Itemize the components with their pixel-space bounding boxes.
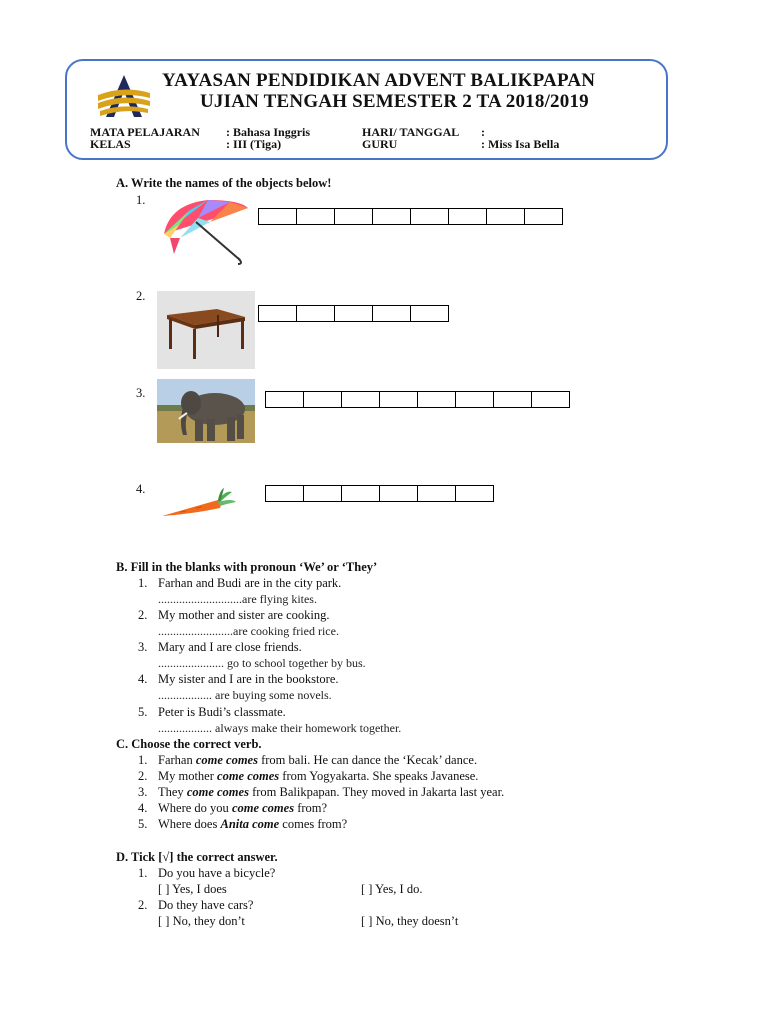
item-number: 4. <box>138 801 148 815</box>
sentence-rest: are flying kites. <box>242 592 317 606</box>
item-number: 4. <box>138 672 148 686</box>
item-number: 1. <box>136 193 146 207</box>
letter-box[interactable] <box>265 485 304 502</box>
blank-line[interactable] <box>158 656 366 671</box>
exam-title: UJIAN TENGAH SEMESTER 2 TA 2018/2019 <box>200 91 589 112</box>
umbrella-icon <box>160 198 252 266</box>
question-end: from Yogyakarta. She speaks Javanese. <box>279 769 479 783</box>
sentence-rest: are cooking fried rice. <box>233 624 339 638</box>
letter-box[interactable] <box>258 208 297 225</box>
sentence: Peter is Budi’s classmate. <box>158 705 286 719</box>
letter-box[interactable] <box>265 391 304 408</box>
item-number: 2. <box>136 289 146 303</box>
blank[interactable]: .................. <box>158 688 212 702</box>
tick-option-b[interactable]: [ ] No, they doesn’t <box>361 914 459 928</box>
section-a-title: A. Write the names of the objects below! <box>116 176 332 190</box>
sentence: Farhan and Budi are in the city park. <box>158 576 342 590</box>
letter-box[interactable] <box>493 391 532 408</box>
answer-boxes-4[interactable] <box>265 485 494 502</box>
table-icon <box>157 291 255 369</box>
item-number: 5. <box>138 705 148 719</box>
question-start: Where do you <box>158 801 232 815</box>
item-number: 5. <box>138 817 148 831</box>
letter-box[interactable] <box>334 305 373 322</box>
day-value: : <box>481 125 485 139</box>
blank-line[interactable] <box>158 688 332 703</box>
item-number: 1. <box>138 753 148 767</box>
school-name: YAYASAN PENDIDIKAN ADVENT BALIKPAPAN <box>162 70 596 91</box>
blank[interactable]: ...................... <box>158 656 224 670</box>
teacher-label: GURU <box>362 137 398 151</box>
class-label: KELAS <box>90 137 131 151</box>
letter-box[interactable] <box>486 208 525 225</box>
verb-question <box>158 801 327 816</box>
item-number: 4. <box>136 482 146 496</box>
item-number: 1. <box>138 576 148 590</box>
verb-question <box>158 753 477 768</box>
letter-box[interactable] <box>296 305 335 322</box>
tick-option-a[interactable]: [ ] No, they don’t <box>158 914 245 928</box>
sentence: My mother and sister are cooking. <box>158 608 330 622</box>
letter-box[interactable] <box>341 391 380 408</box>
answer-boxes-3[interactable] <box>265 391 570 408</box>
letter-box[interactable] <box>296 208 335 225</box>
letter-box[interactable] <box>372 305 411 322</box>
item-number: 3. <box>138 785 148 799</box>
blank[interactable]: .................. <box>158 721 212 735</box>
letter-box[interactable] <box>531 391 570 408</box>
item-number: 2. <box>138 898 148 912</box>
question-start: Where does <box>158 817 221 831</box>
item-number: 2. <box>138 769 148 783</box>
blank-line[interactable] <box>158 592 317 607</box>
letter-box[interactable] <box>417 485 456 502</box>
letter-box[interactable] <box>410 305 449 322</box>
tick-option-a[interactable]: [ ] Yes, I does <box>158 882 227 896</box>
letter-box[interactable] <box>372 208 411 225</box>
verb-options[interactable]: come comes <box>195 753 258 767</box>
answer-boxes-2[interactable] <box>258 305 449 322</box>
sentence-rest: go to school together by bus. <box>224 656 366 670</box>
section-b-title: B. Fill in the blanks with pronoun ‘We’ or ‘They’ <box>116 560 378 574</box>
letter-box[interactable] <box>341 485 380 502</box>
letter-box[interactable] <box>379 485 418 502</box>
tick-option-b[interactable]: [ ] Yes, I do. <box>361 882 423 896</box>
blank-line[interactable] <box>158 721 401 736</box>
letter-box[interactable] <box>258 305 297 322</box>
verb-question <box>158 785 504 800</box>
question-end: from bali. He can dance the ‘Kecak’ dance. <box>257 753 478 767</box>
question-end: comes from? <box>279 817 348 831</box>
question-end: from? <box>294 801 328 815</box>
sentence: My sister and I are in the bookstore. <box>158 672 339 686</box>
sentence-rest: are buying some novels. <box>212 688 332 702</box>
verb-options[interactable]: come comes <box>217 769 280 783</box>
question-end: from Balikpapan. They moved in Jakarta last year. <box>248 785 505 799</box>
section-c-title: C. Choose the correct verb. <box>116 737 262 751</box>
blank-line[interactable] <box>158 624 339 639</box>
question-start: Farhan <box>158 753 196 767</box>
class-value: : III (Tiga) <box>226 137 282 151</box>
question: Do they have cars? <box>158 898 254 912</box>
letter-box[interactable] <box>448 208 487 225</box>
letter-box[interactable] <box>417 391 456 408</box>
sentence-rest: always make their homework together. <box>212 721 402 735</box>
letter-box[interactable] <box>303 485 342 502</box>
blank[interactable]: ......................... <box>158 624 233 638</box>
letter-box[interactable] <box>524 208 563 225</box>
letter-box[interactable] <box>334 208 373 225</box>
school-logo <box>96 73 152 119</box>
letter-box[interactable] <box>410 208 449 225</box>
question-start: My mother <box>158 769 218 783</box>
question: Do you have a bicycle? <box>158 866 276 880</box>
day-label: HARI/ TANGGAL <box>362 125 460 139</box>
subject-value: : Bahasa Inggris <box>226 125 311 139</box>
verb-options[interactable]: come comes <box>231 801 295 815</box>
letter-box[interactable] <box>455 391 494 408</box>
letter-box[interactable] <box>455 485 494 502</box>
letter-box[interactable] <box>303 391 342 408</box>
verb-options[interactable]: come comes <box>186 785 249 799</box>
blank[interactable]: ............................ <box>158 592 242 606</box>
verb-options[interactable]: Anita come <box>220 817 280 831</box>
section-d-title: D. Tick [√] the correct answer. <box>116 850 278 864</box>
carrot-icon <box>160 488 238 522</box>
teacher-value: : Miss Isa Bella <box>481 137 560 151</box>
answer-boxes-1[interactable] <box>258 208 563 225</box>
sentence: Mary and I are close friends. <box>158 640 302 654</box>
elephant-icon <box>157 379 255 443</box>
item-number: 1. <box>138 866 148 880</box>
verb-question <box>158 769 478 784</box>
item-number: 3. <box>138 640 148 654</box>
subject-label: MATA PELAJARAN <box>90 125 200 139</box>
question-start: They <box>158 785 187 799</box>
item-number: 2. <box>138 608 148 622</box>
item-number: 3. <box>136 386 146 400</box>
letter-box[interactable] <box>379 391 418 408</box>
verb-question <box>158 817 347 832</box>
